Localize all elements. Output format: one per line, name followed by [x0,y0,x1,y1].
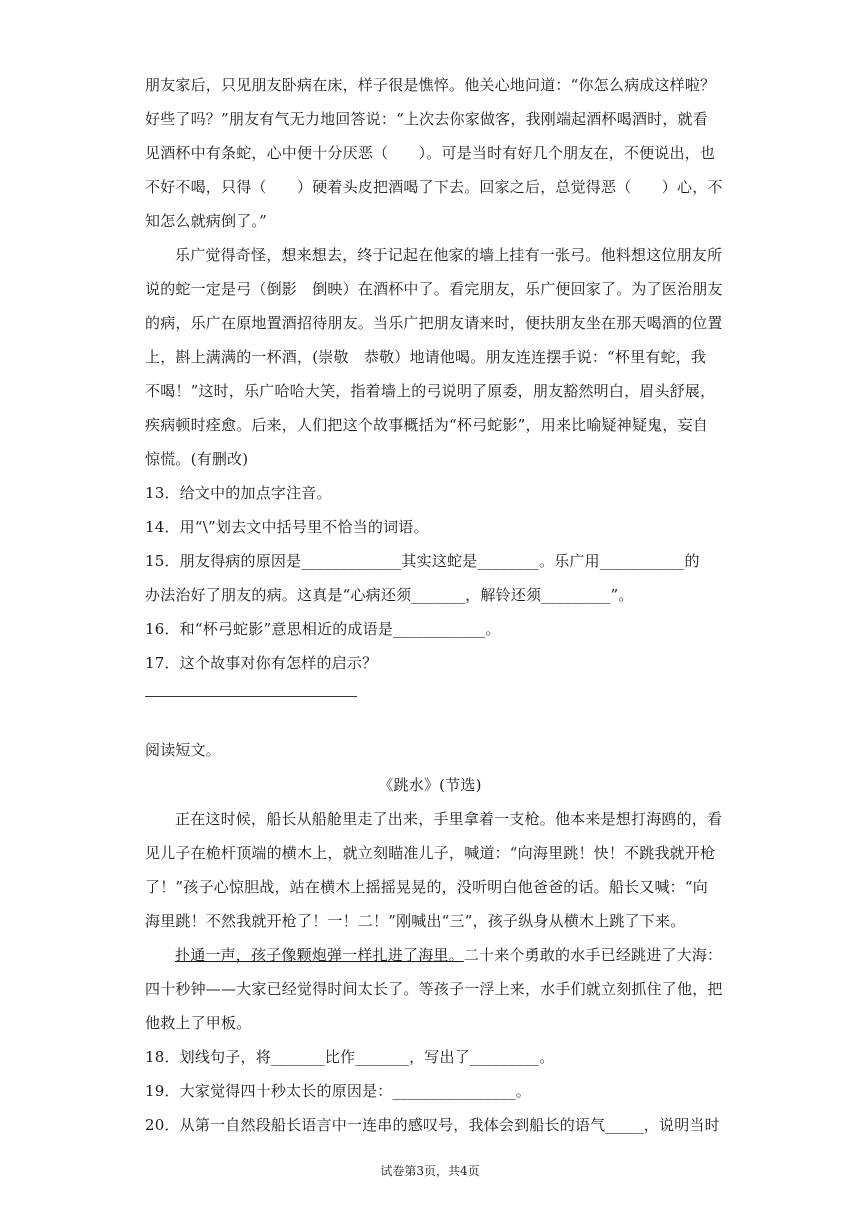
passage-line: 他救上了甲板。 [145,1014,252,1032]
question-15: 15．朋友得病的原因是_____________其实这蛇是________。乐广用___________的 [145,552,700,570]
passage-line: 上，斟上满满的一杯酒，(崇敬 恭敬）地请他喝。朋友连连摆手说：“杯里有蛇，我 [145,348,707,366]
question-18: 18．划线句子，将_______比作_______，写出了_________。 [145,1048,555,1066]
passage-line: 疾病顿时痊愈。后来，人们把这个故事概括为“杯弓蛇影”，用来比喻疑神疑鬼，妄自 [145,416,708,434]
underlined-sentence: 扑通一声，孩子像颗炮弹一样扎进了海里。 [175,946,464,964]
passage-line: 不喝！”这时，乐广哈哈大笑，指着墙上的弓说明了原委，朋友豁然明白，眉头舒展， [145,382,716,400]
passage-line: 正在这时候，船长从船舱里走了出来，手里拿着一支枪。他本来是想打海鸥的，看 [175,810,723,828]
passage-text: 二十来个勇敢的水手已经跳进了大海： [463,946,723,964]
passage-line: 的病，乐广在原地置酒招待朋友。当乐广把朋友请来时，便扶朋友坐在那天喝酒的位置 [145,314,723,332]
passage-line: 好些了吗？”朋友有气无力地回答说：“上次去你家做客，我刚端起酒杯喝酒时，就看 [145,110,708,128]
passage-line: 见儿子在桅杆顶端的横木上，就立刻瞄准儿子，喊道：“向海里跳！快！不跳我就开枪 [145,844,716,862]
question-15-cont: 办法治好了朋友的病。这真是“心病还须_______，解铃还须_________”。 [145,586,634,604]
question-20: 20．从第一自然段船长语言中一连串的感叹号，我体会到船长的语气_____，说明当时 [145,1116,720,1134]
passage-line [175,945,745,965]
answer-line[interactable] [145,696,357,697]
passage-title: 《跳水》(节选) [378,776,482,794]
passage-line: 了！”孩子心惊胆战，站在横木上摇摇晃晃的，没听明白他爸爸的话。船长又喊：“向 [145,878,708,896]
passage-line: 见酒杯中有条蛇，心中便十分厌恶（ ）。可是当时有好几个朋友在，不便说出，也 [145,144,716,162]
passage-line: 乐广觉得奇怪，想来想去，终于记起在他家的墙上挂有一张弓。他料想这位朋友所 [175,246,723,264]
passage-line: 四十秒钟——大家已经觉得时间太长了。等孩子一浮上来，水手们就立刻抓住了他，把 [145,980,723,998]
passage-line: 知怎么就病倒了。” [145,212,267,230]
question-13: 13．给文中的加点字注音。 [145,484,332,502]
passage-line: 朋友家后，只见朋友卧病在床，样子很是憔悴。他关心地问道：“你怎么病成这样啦？ [145,76,716,94]
question-19: 19．大家觉得四十秒太长的原因是：________________。 [145,1082,531,1100]
question-16: 16．和“杯弓蛇影”意思相近的成语是____________。 [145,620,501,638]
passage-line: 不好不喝，只得（ ）硬着头皮把酒喝了下去。回家之后，总觉得恶（ ）心，不 [145,178,723,196]
section-intro: 阅读短文。 [145,741,222,759]
question-14: 14．用“\”划去文中括号里不恰当的词语。 [145,518,429,536]
passage-line: 惊慌。(有删改) [145,450,249,468]
passage-line: 海里跳！不然我就开枪了！一！二！”刚喊出“三”，孩子纵身从横木上跳了下来。 [145,912,686,930]
page-footer: 试卷第3页，共4页 [380,1164,480,1178]
passage-line: 说的蛇一定是弓（倒影 倒映）在酒杯中了。看完朋友，乐广便回家了。为了医治朋友 [145,280,723,298]
question-17: 17．这个故事对你有怎样的启示？ [145,654,378,672]
